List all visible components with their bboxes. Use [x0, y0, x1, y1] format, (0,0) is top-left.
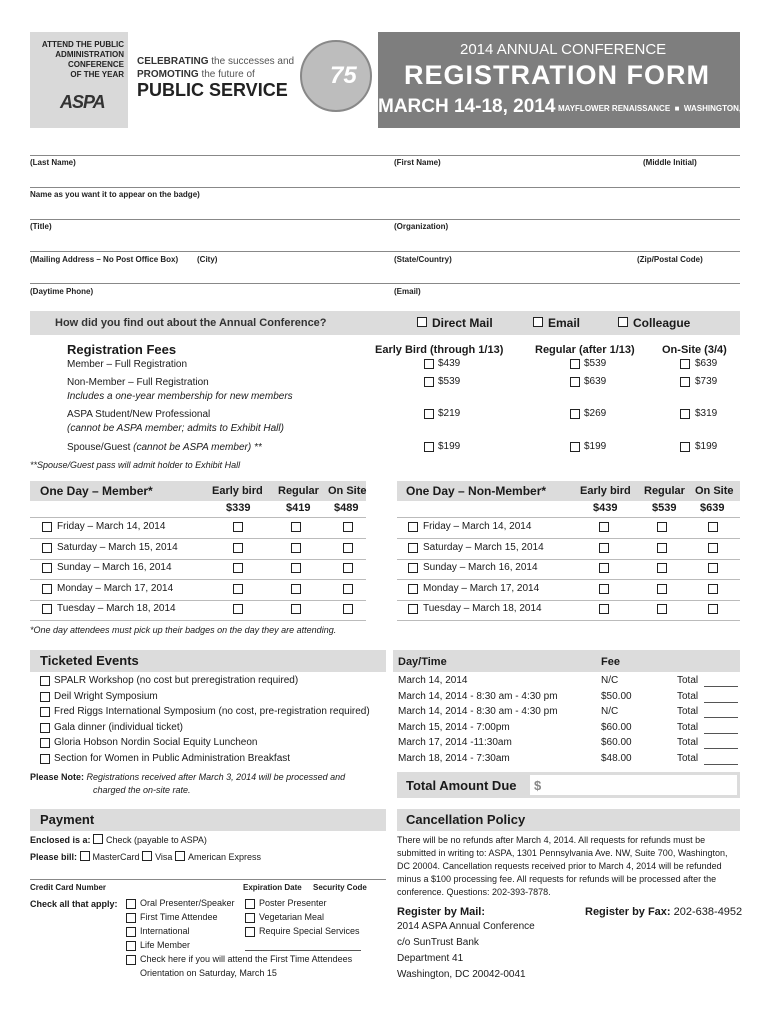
event-total-label: Total: [677, 675, 699, 686]
aspa-logo: ASPA: [60, 92, 105, 112]
city-label: (City): [197, 255, 218, 264]
tagline-celebrating-rest: the successes and: [211, 56, 295, 67]
tagline-promoting-rest: the future of: [201, 69, 255, 80]
nonmember-onsite-checkbox[interactable]: [708, 522, 718, 532]
member-early-checkbox[interactable]: [233, 604, 243, 614]
payment-heading: Payment: [40, 812, 95, 827]
email-checkbox[interactable]: [533, 317, 543, 327]
mail-heading: Register by Mail:: [397, 906, 486, 918]
nonmember-day-label: Saturday – March 15, 2014: [423, 541, 544, 553]
event-fee: $60.00: [601, 737, 632, 748]
fee-early-price: $539: [438, 376, 461, 387]
event-name: Deil Wright Symposium: [54, 690, 158, 702]
one-day-nonmember-heading: One Day – Non-Member*: [406, 484, 547, 498]
one-day-note: *One day attendees must pick up their badges on the day they are attending.: [30, 625, 337, 635]
attendee-option-checkbox[interactable]: [126, 941, 136, 951]
event-checkbox[interactable]: [40, 754, 50, 764]
divider: [30, 559, 366, 560]
member-day-label: Saturday – March 15, 2014: [57, 541, 178, 553]
nonmember-onsite-checkbox[interactable]: [708, 563, 718, 573]
attendee-option-label: Poster Presenter: [259, 898, 327, 908]
divider: [30, 600, 366, 601]
mail-line: Department 41: [397, 953, 464, 964]
please-note-label: Please Note:: [30, 772, 85, 782]
member-regular-checkbox[interactable]: [291, 563, 301, 573]
badge-name-label: Name as you want it to appear on the badge): [30, 190, 200, 199]
member-day-label: Sunday – March 16, 2014: [57, 562, 172, 573]
member-onsite-checkbox[interactable]: [343, 584, 353, 594]
fee-onsite-price: $199: [695, 441, 718, 452]
cancellation-line: conference. Questions: 202-393-7878.: [397, 887, 551, 897]
badge-name-field-line[interactable]: [30, 187, 740, 188]
check-all-label: Check all that apply:: [30, 899, 118, 909]
ticketed-events-heading: Ticketed Events: [40, 653, 139, 668]
colleague-label: Colleague: [633, 316, 691, 330]
orientation-line2: Orientation on Saturday, March 15: [140, 968, 277, 978]
fee-row-label: [67, 442, 262, 453]
nonmember-regular-checkbox[interactable]: [657, 522, 667, 532]
fee-row-label-note: (cannot be ASPA member) **: [133, 442, 262, 453]
member-early-checkbox[interactable]: [233, 543, 243, 553]
fee-early-checkbox[interactable]: [424, 442, 434, 452]
event-fee: N/C: [601, 706, 619, 717]
nonmember-regular-checkbox[interactable]: [657, 604, 667, 614]
conference-venue: MAYFLOWER RENAISSANCE ■ WASHINGTON, DC: [558, 104, 755, 113]
nonmember-onsite-col: On Site: [695, 485, 734, 497]
attendee-option-checkbox[interactable]: [126, 913, 136, 923]
email-label: (Email): [394, 287, 421, 296]
cc-number-label: Credit Card Number: [30, 883, 107, 892]
fee-regular-checkbox[interactable]: [570, 409, 580, 419]
colleague-checkbox[interactable]: [618, 317, 628, 327]
fee-early-price: $219: [438, 408, 461, 419]
attend-line: ADMINISTRATION: [55, 50, 124, 59]
cancellation-line: DC 20004. Cancellation requests received prior to March 4, 2014 will be refunded: [397, 861, 722, 871]
please-note-line1: Registrations received after March 3, 2014 will be processed and: [86, 772, 346, 782]
address-field-line[interactable]: [30, 251, 740, 252]
member-day-checkbox[interactable]: [42, 604, 52, 614]
conference-title: 2014 ANNUAL CONFERENCE: [460, 41, 667, 58]
event-name: Section for Women in Public Administration Breakfast: [54, 752, 291, 764]
member-onsite-checkbox[interactable]: [343, 563, 353, 573]
event-total-input[interactable]: [704, 717, 738, 718]
member-early-checkbox[interactable]: [233, 522, 243, 532]
fee-row-sub: Includes a one-year membership for new members: [67, 391, 293, 402]
organization-label: (Organization): [394, 222, 449, 231]
divider: [397, 517, 740, 518]
total-due-label: Total Amount Due: [406, 778, 517, 793]
attendee-option-checkbox[interactable]: [245, 913, 255, 923]
attendee-option-label: Oral Presenter/Speaker: [140, 898, 235, 908]
member-onsite-col: On Site: [328, 485, 367, 497]
event-checkbox[interactable]: [40, 676, 50, 686]
nonmember-regular-checkbox[interactable]: [657, 563, 667, 573]
nonmember-day-checkbox[interactable]: [408, 543, 418, 553]
divider: [30, 517, 366, 518]
nonmember-onsite-checkbox[interactable]: [708, 604, 718, 614]
nonmember-day-checkbox[interactable]: [408, 563, 418, 573]
title-field-line[interactable]: [30, 219, 740, 220]
event-total-input[interactable]: [704, 702, 738, 703]
event-day: March 14, 2014 - 8:30 am - 4:30 pm: [398, 690, 558, 702]
tagline: [137, 55, 294, 81]
event-name: SPALR Workshop (no cost but preregistration required): [54, 675, 299, 686]
member-early-checkbox[interactable]: [233, 563, 243, 573]
nonmember-early-col: Early bird: [580, 485, 631, 497]
fee-onsite-price: $739: [695, 376, 718, 387]
public-service-title: PUBLIC SERVICE: [137, 80, 288, 100]
zip-label: (Zip/Postal Code): [637, 255, 703, 264]
nonmember-day-checkbox[interactable]: [408, 522, 418, 532]
orientation-line1: Check here if you will attend the First Time Attendees: [140, 954, 353, 964]
nonmember-regular-checkbox[interactable]: [657, 584, 667, 594]
event-total-input[interactable]: [704, 686, 738, 687]
member-day-label: Tuesday – March 18, 2014: [57, 603, 176, 614]
one-day-member-heading: One Day – Member*: [40, 484, 153, 498]
member-regular-checkbox[interactable]: [291, 604, 301, 614]
regular-column: Regular (after 1/13): [535, 344, 635, 356]
event-name: Gala dinner (individual ticket): [54, 721, 183, 733]
event-name: Gloria Hobson Nordin Social Equity Luncheon: [54, 737, 258, 748]
tagline-promoting: PROMOTING: [137, 69, 199, 80]
event-checkbox[interactable]: [40, 692, 50, 702]
nonmember-early-checkbox[interactable]: [599, 543, 609, 553]
member-onsite-checkbox[interactable]: [343, 522, 353, 532]
name-field-line[interactable]: [30, 155, 740, 156]
how-found-question: How did you find out about the Annual Conference?: [55, 317, 327, 329]
attendee-option-label: Life Member: [140, 940, 191, 950]
member-early-checkbox[interactable]: [233, 584, 243, 594]
fee-regular-checkbox[interactable]: [570, 442, 580, 452]
fee-column: Fee: [601, 656, 620, 668]
mail-line: c/o SunTrust Bank: [397, 937, 479, 948]
member-regular-checkbox[interactable]: [291, 522, 301, 532]
first-name-label: (First Name): [394, 158, 441, 167]
nonmember-early-checkbox[interactable]: [599, 522, 609, 532]
event-total-label: Total: [677, 690, 699, 702]
member-regular-checkbox[interactable]: [291, 543, 301, 553]
member-day-checkbox[interactable]: [42, 522, 52, 532]
fax-number: 202-638-4952: [673, 906, 743, 918]
cancellation-line: submitted in writing to: ASPA, 1301 Pennsylvania Ave. NW, Suite 700, Washington,: [397, 848, 728, 858]
fee-row-label-text: Spouse/Guest: [67, 442, 131, 453]
visa-label: Visa: [155, 852, 173, 862]
nonmember-onsite-checkbox[interactable]: [708, 584, 718, 594]
fee-onsite-price: $319: [695, 408, 718, 419]
attendee-option-label: International: [140, 926, 190, 936]
member-regular-price: $419: [286, 502, 311, 514]
mail-line: Washington, DC 20042-0041: [397, 969, 526, 980]
fee-early-price: $439: [438, 358, 461, 369]
divider: [30, 538, 366, 539]
attend-line: ATTEND THE PUBLIC: [41, 40, 124, 49]
fee-early-price: $199: [438, 441, 461, 452]
fee-onsite-checkbox[interactable]: [680, 359, 690, 369]
divider: [397, 620, 740, 621]
event-name: Fred Riggs International Symposium (no cost, pre-registration required): [54, 706, 370, 717]
attendee-option-label: First Time Attendee: [140, 912, 218, 922]
cancellation-line: minus a $100 processing fee. All requests for refunds will be processed after the: [397, 874, 717, 884]
amex-checkbox[interactable]: [175, 851, 185, 861]
fee-regular-price: $269: [584, 408, 607, 419]
member-day-checkbox[interactable]: [42, 563, 52, 573]
divider: [397, 600, 740, 601]
cancellation-line: There will be no refunds after March 4, 2014. All requests for refunds must be: [397, 835, 706, 845]
event-total-label: Total: [677, 721, 699, 733]
day-time-column: Day/Time: [398, 656, 447, 668]
fee-onsite-checkbox[interactable]: [680, 442, 690, 452]
middle-initial-label: (Middle Initial): [643, 158, 697, 167]
please-note: [30, 772, 345, 782]
fee-row-sub: (cannot be ASPA member; admits to Exhibit Hall): [67, 423, 284, 434]
nonmember-regular-checkbox[interactable]: [657, 543, 667, 553]
early-bird-column: Early Bird (through 1/13): [375, 344, 504, 356]
fee-row-label: Member – Full Registration: [67, 359, 188, 370]
divider: [397, 538, 740, 539]
member-day-checkbox[interactable]: [42, 543, 52, 553]
please-note-line2: charged the on-site rate.: [93, 785, 191, 795]
nonmember-day-label: Friday – March 14, 2014: [423, 521, 532, 532]
fax-row: [585, 906, 742, 918]
nonmember-day-label: Monday – March 17, 2014: [423, 582, 540, 594]
mastercard-checkbox[interactable]: [80, 851, 90, 861]
expiration-label: Expiration Date: [243, 883, 302, 892]
cancellation-heading: Cancellation Policy: [406, 812, 526, 827]
attendee-option-checkbox[interactable]: [126, 927, 136, 937]
event-fee: N/C: [601, 675, 619, 686]
divider: [397, 559, 740, 560]
fee-early-checkbox[interactable]: [424, 409, 434, 419]
attendee-option-label: Vegetarian Meal: [259, 912, 325, 922]
fee-regular-checkbox[interactable]: [570, 359, 580, 369]
nonmember-onsite-price: $639: [700, 502, 725, 514]
onsite-column: On-Site (3/4): [662, 344, 727, 356]
mastercard-label: MasterCard: [92, 852, 140, 862]
attend-line: CONFERENCE: [67, 60, 124, 69]
check-option-label: Check (payable to ASPA): [106, 835, 207, 845]
event-total-label: Total: [677, 737, 699, 748]
amex-label: American Express: [187, 852, 261, 862]
event-day: March 17, 2014 -11:30am: [398, 737, 512, 748]
state-label: (State/Country): [394, 255, 452, 264]
fee-regular-checkbox[interactable]: [570, 377, 580, 387]
event-day: March 14, 2014 - 8:30 am - 4:30 pm: [398, 706, 558, 717]
orientation-checkbox[interactable]: [126, 955, 136, 965]
member-onsite-price: $489: [334, 502, 359, 514]
event-fee: $60.00: [601, 721, 632, 733]
enclosed-label: Enclosed is a:: [30, 835, 91, 845]
event-total-label: Total: [677, 706, 699, 717]
nonmember-day-checkbox[interactable]: [408, 584, 418, 594]
spouse-guest-note: **Spouse/Guest pass will admit holder to Exhibit Hall: [30, 460, 241, 470]
member-day-label: Friday – March 14, 2014: [57, 521, 166, 532]
fax-heading: Register by Fax:: [585, 906, 671, 918]
mailing-address-label: (Mailing Address – No Post Office Box): [30, 255, 179, 264]
attendee-option-label: Require Special Services: [259, 926, 360, 936]
nonmember-early-checkbox[interactable]: [599, 563, 609, 573]
phone-label: (Daytime Phone): [30, 287, 94, 296]
dollar-sign: $: [534, 778, 542, 793]
member-onsite-checkbox[interactable]: [343, 543, 353, 553]
security-code-label: Security Code: [313, 883, 367, 892]
anniversary-number: 75: [330, 62, 357, 89]
nonmember-day-label: Tuesday – March 18, 2014: [423, 603, 542, 614]
divider: [30, 579, 366, 580]
event-fee: $50.00: [601, 690, 632, 702]
special-services-line[interactable]: [245, 950, 361, 951]
attendee-option-checkbox[interactable]: [245, 899, 255, 909]
fee-onsite-price: $639: [695, 358, 718, 369]
nonmember-onsite-checkbox[interactable]: [708, 543, 718, 553]
event-day: March 14, 2014: [398, 675, 468, 686]
bill-label: Please bill:: [30, 852, 78, 862]
member-regular-checkbox[interactable]: [291, 584, 301, 594]
nonmember-early-checkbox[interactable]: [599, 584, 609, 594]
credit-card-field-line[interactable]: [30, 879, 386, 880]
conference-dates: MARCH 14-18, 2014: [378, 96, 556, 117]
member-day-label: Monday – March 17, 2014: [57, 582, 174, 594]
fee-row-label: Non-Member – Full Registration: [67, 377, 209, 388]
event-checkbox[interactable]: [40, 723, 50, 733]
direct-mail-checkbox[interactable]: [417, 317, 427, 327]
member-regular-col: Regular: [278, 485, 319, 497]
member-early-price: $339: [226, 502, 251, 514]
attendee-option-checkbox[interactable]: [126, 899, 136, 909]
tagline-celebrating: CELEBRATING: [137, 56, 209, 67]
phone-field-line[interactable]: [30, 283, 740, 284]
member-onsite-checkbox[interactable]: [343, 604, 353, 614]
attend-text: [34, 40, 124, 80]
event-checkbox[interactable]: [40, 707, 50, 717]
attend-line: OF THE YEAR: [70, 70, 124, 79]
check-checkbox[interactable]: [93, 834, 103, 844]
registration-form-title: REGISTRATION FORM: [404, 60, 710, 90]
event-total-label: Total: [677, 752, 699, 764]
event-fee: $48.00: [601, 752, 632, 764]
divider: [30, 620, 366, 621]
fee-regular-price: $639: [584, 376, 607, 387]
event-total-input[interactable]: [704, 733, 738, 734]
fee-early-checkbox[interactable]: [424, 359, 434, 369]
fee-regular-price: $539: [584, 358, 607, 369]
enclosed-row: [30, 834, 207, 845]
last-name-label: (Last Name): [30, 158, 76, 167]
event-total-input[interactable]: [704, 764, 738, 765]
nonmember-early-checkbox[interactable]: [599, 604, 609, 614]
venue-city: WASHINGTON, DC: [683, 104, 755, 113]
divider: [397, 579, 740, 580]
member-day-checkbox[interactable]: [42, 584, 52, 594]
nonmember-day-label: Sunday – March 16, 2014: [423, 562, 538, 573]
fee-onsite-checkbox[interactable]: [680, 377, 690, 387]
attendee-option-checkbox[interactable]: [245, 927, 255, 937]
bill-row: [30, 851, 261, 862]
fee-regular-price: $199: [584, 441, 607, 452]
fee-row-label: ASPA Student/New Professional: [67, 409, 211, 420]
nonmember-regular-price: $539: [652, 502, 677, 514]
total-due-input[interactable]: [530, 775, 737, 795]
event-day: March 15, 2014 - 7:00pm: [398, 721, 510, 733]
fee-early-checkbox[interactable]: [424, 377, 434, 387]
title-label: (Title): [30, 222, 52, 231]
event-day: March 18, 2014 - 7:30am: [398, 752, 510, 764]
visa-checkbox[interactable]: [142, 851, 152, 861]
direct-mail-label: Direct Mail: [432, 316, 493, 330]
venue-name: MAYFLOWER RENAISSANCE: [558, 104, 671, 113]
email-option-label: Email: [548, 316, 581, 330]
nonmember-regular-col: Regular: [644, 485, 685, 497]
nonmember-day-checkbox[interactable]: [408, 604, 418, 614]
event-total-input[interactable]: [704, 748, 738, 749]
member-early-col: Early bird: [212, 485, 263, 497]
registration-fees-heading: Registration Fees: [67, 342, 177, 357]
nonmember-early-price: $439: [593, 502, 618, 514]
fee-onsite-checkbox[interactable]: [680, 409, 690, 419]
mail-line: 2014 ASPA Annual Conference: [397, 921, 535, 932]
event-checkbox[interactable]: [40, 738, 50, 748]
